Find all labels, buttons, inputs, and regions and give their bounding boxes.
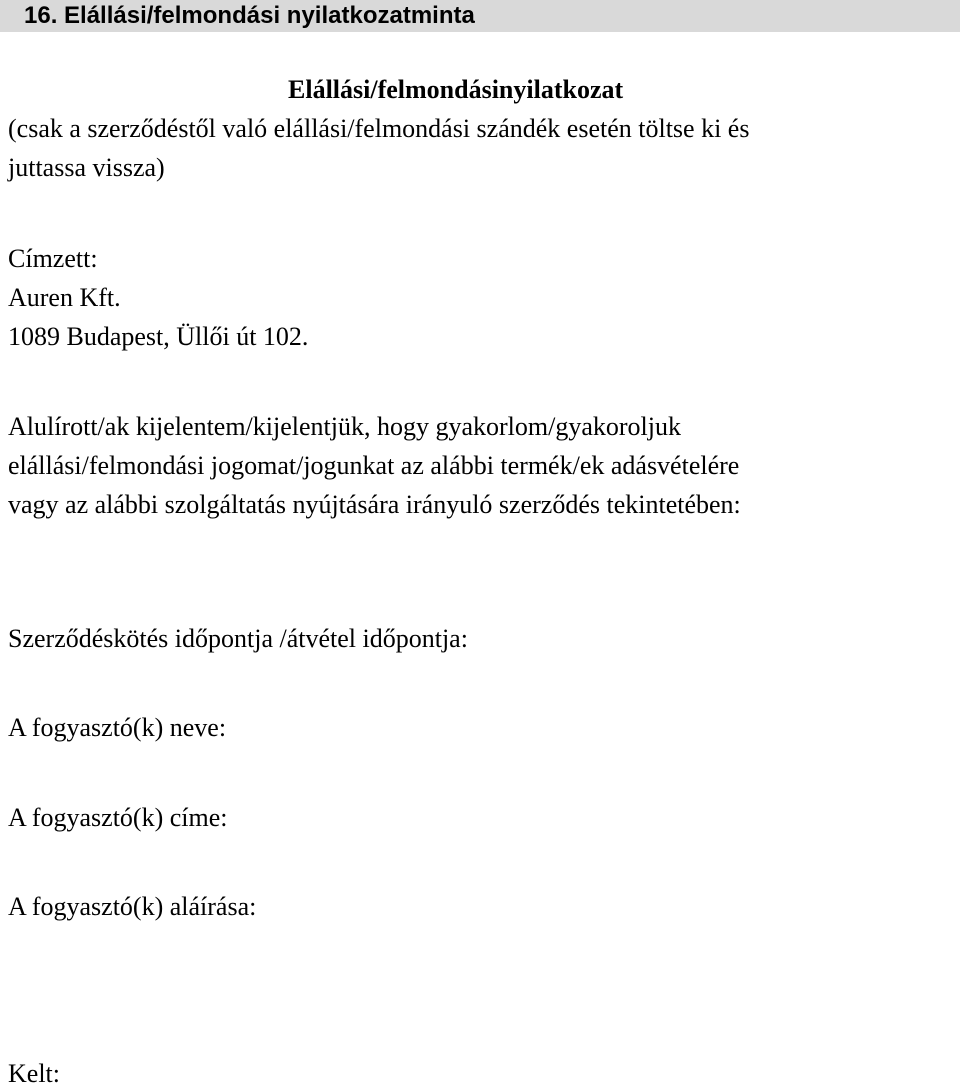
declaration-line-2: elállási/felmondási jogomat/jogunkat az alábbi termék/ek adásvételére <box>8 451 740 480</box>
declaration-line-1: Alulírott/ak kijelentem/kijelentjük, hogy gyakorlom/gyakoroljuk <box>8 412 681 441</box>
declaration-line-3: vagy az alábbi szolgáltatás nyújtására irányuló szerződés tekintetében: <box>8 490 741 519</box>
consumer-name-field: A fogyasztó(k) neve: <box>8 713 227 742</box>
instruction-line-1: (csak a szerződéstől való elállási/felmondási szándék esetén töltse ki és <box>8 114 750 143</box>
dated-field: Kelt: <box>8 1059 60 1088</box>
document-title: Elállási/felmondásinyilatkozat <box>288 75 624 104</box>
consumer-signature-field: A fogyasztó(k) aláírása: <box>8 892 257 921</box>
recipient-label: Címzett: <box>8 244 98 273</box>
recipient-company: Auren Kft. <box>8 283 121 312</box>
recipient-address: 1089 Budapest, Üllői út 102. <box>8 322 309 351</box>
instruction-line-2: juttassa vissza) <box>8 153 165 182</box>
contract-date-field: Szerződéskötés időpontja /átvétel időpontja: <box>8 624 468 653</box>
consumer-address-field: A fogyasztó(k) címe: <box>8 803 228 832</box>
section-heading: 16. Elállási/felmondási nyilatkozatminta <box>24 2 475 29</box>
section-heading-bar <box>0 0 960 32</box>
